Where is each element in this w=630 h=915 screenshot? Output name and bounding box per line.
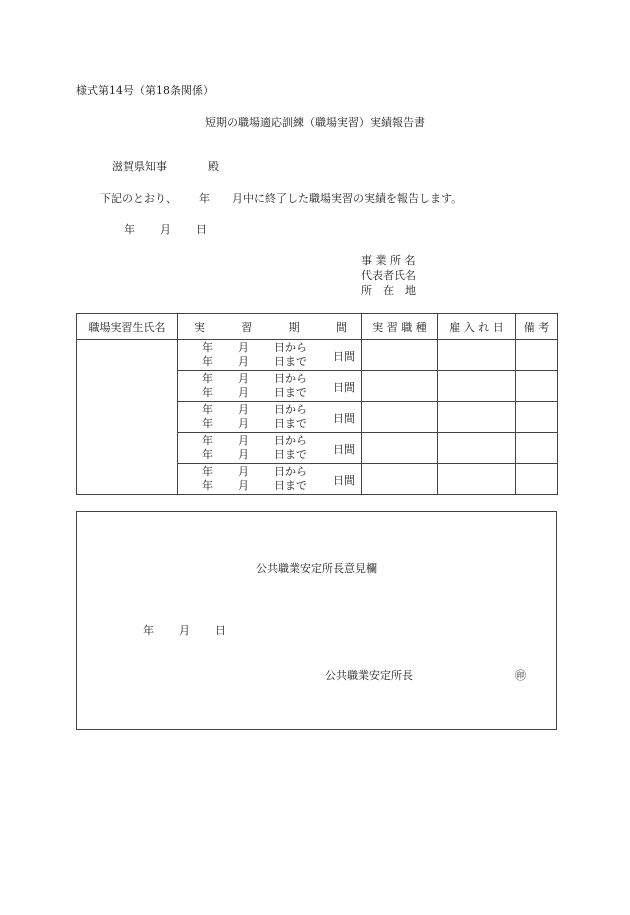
from-month: 月 <box>238 465 249 478</box>
hire-date-cell[interactable] <box>438 340 516 371</box>
address-label: 所 在 地 <box>361 284 416 297</box>
period-cell[interactable] <box>178 464 362 495</box>
job-type-cell[interactable] <box>362 464 438 495</box>
remarks-cell[interactable] <box>516 371 558 402</box>
opinion-date <box>143 622 226 638</box>
date-month: 月 <box>160 223 171 236</box>
period-cell[interactable] <box>178 402 362 433</box>
to-year: 年 <box>202 448 213 461</box>
representative-label: 代表者氏名 <box>361 269 416 282</box>
days-label: 日間 <box>333 412 355 425</box>
header-period-char: 間 <box>335 320 347 334</box>
period-cell[interactable] <box>178 340 362 371</box>
opinion-date-month: 月 <box>179 624 190 637</box>
director-opinion-box <box>76 511 557 730</box>
date-year: 年 <box>124 223 135 236</box>
from-day: 日から <box>274 372 307 385</box>
days-label: 日間 <box>333 381 355 394</box>
hire-date-cell[interactable] <box>438 402 516 433</box>
director-label: 公共職業安定所長 <box>325 669 413 682</box>
remarks-cell[interactable] <box>516 464 558 495</box>
from-month: 月 <box>238 372 249 385</box>
to-month: 月 <box>238 386 249 399</box>
table-header-row <box>77 314 558 340</box>
job-type-cell[interactable] <box>362 340 438 371</box>
opinion-title: 公共職業安定所長意見欄 <box>256 562 377 575</box>
from-year: 年 <box>202 341 213 354</box>
from-month: 月 <box>238 341 249 354</box>
remarks-cell[interactable] <box>516 433 558 464</box>
header-period <box>178 314 362 340</box>
to-month: 月 <box>238 479 249 492</box>
job-type-cell[interactable] <box>362 433 438 464</box>
from-year: 年 <box>202 434 213 447</box>
job-type-cell[interactable] <box>362 402 438 433</box>
intro-suffix: 月中に終了した職場実習の実績を報告します。 <box>232 192 463 205</box>
trainee-name-cell[interactable] <box>77 340 178 495</box>
table-row <box>77 340 558 371</box>
to-year: 年 <box>202 386 213 399</box>
days-label: 日間 <box>333 474 355 487</box>
to-year: 年 <box>202 355 213 368</box>
form-number: 様式第14号（第18条関係） <box>76 84 214 97</box>
to-day: 日まで <box>274 355 307 368</box>
remarks-cell[interactable] <box>516 340 558 371</box>
period-cell[interactable] <box>178 371 362 402</box>
period-cell[interactable] <box>178 433 362 464</box>
header-trainee-name: 職場実習生氏名 <box>77 314 178 340</box>
to-month: 月 <box>238 448 249 461</box>
honorific: 殿 <box>208 160 219 173</box>
records-table <box>76 313 558 495</box>
addressee: 滋賀県知事 <box>112 160 167 173</box>
header-period-char: 習 <box>241 320 253 334</box>
from-year: 年 <box>202 403 213 416</box>
to-day: 日まで <box>274 386 307 399</box>
intro-sentence <box>100 190 462 206</box>
from-day: 日から <box>274 341 307 354</box>
seal-mark: ㊞ <box>515 669 526 682</box>
to-day: 日まで <box>274 417 307 430</box>
opinion-date-year: 年 <box>143 624 154 637</box>
days-label: 日間 <box>333 350 355 363</box>
hire-date-cell[interactable] <box>438 464 516 495</box>
days-label: 日間 <box>333 443 355 456</box>
report-date <box>124 221 207 237</box>
intro-prefix: 下記のとおり、 <box>100 192 177 205</box>
from-day: 日から <box>274 434 307 447</box>
hire-date-cell[interactable] <box>438 371 516 402</box>
document-title: 短期の職場適応訓練（職場実習）実績報告書 <box>205 116 425 129</box>
from-year: 年 <box>202 465 213 478</box>
header-job-type: 実 習 職 種 <box>362 314 438 340</box>
date-day: 日 <box>196 223 207 236</box>
job-type-cell[interactable] <box>362 371 438 402</box>
from-month: 月 <box>238 403 249 416</box>
header-remarks: 備 考 <box>516 314 558 340</box>
to-year: 年 <box>202 479 213 492</box>
to-year: 年 <box>202 417 213 430</box>
header-period-char: 実 <box>194 320 205 334</box>
to-day: 日まで <box>274 448 307 461</box>
header-hire-date: 雇 入 れ 日 <box>438 314 516 340</box>
to-day: 日まで <box>274 479 307 492</box>
header-period-char: 期 <box>288 320 300 334</box>
to-month: 月 <box>238 355 249 368</box>
opinion-date-day: 日 <box>215 624 226 637</box>
from-day: 日から <box>274 403 307 416</box>
from-month: 月 <box>238 434 249 447</box>
intro-year: 年 <box>199 192 210 205</box>
from-day: 日から <box>274 465 307 478</box>
to-month: 月 <box>238 417 249 430</box>
office-name-label: 事 業 所 名 <box>361 254 416 267</box>
remarks-cell[interactable] <box>516 402 558 433</box>
hire-date-cell[interactable] <box>438 433 516 464</box>
from-year: 年 <box>202 372 213 385</box>
